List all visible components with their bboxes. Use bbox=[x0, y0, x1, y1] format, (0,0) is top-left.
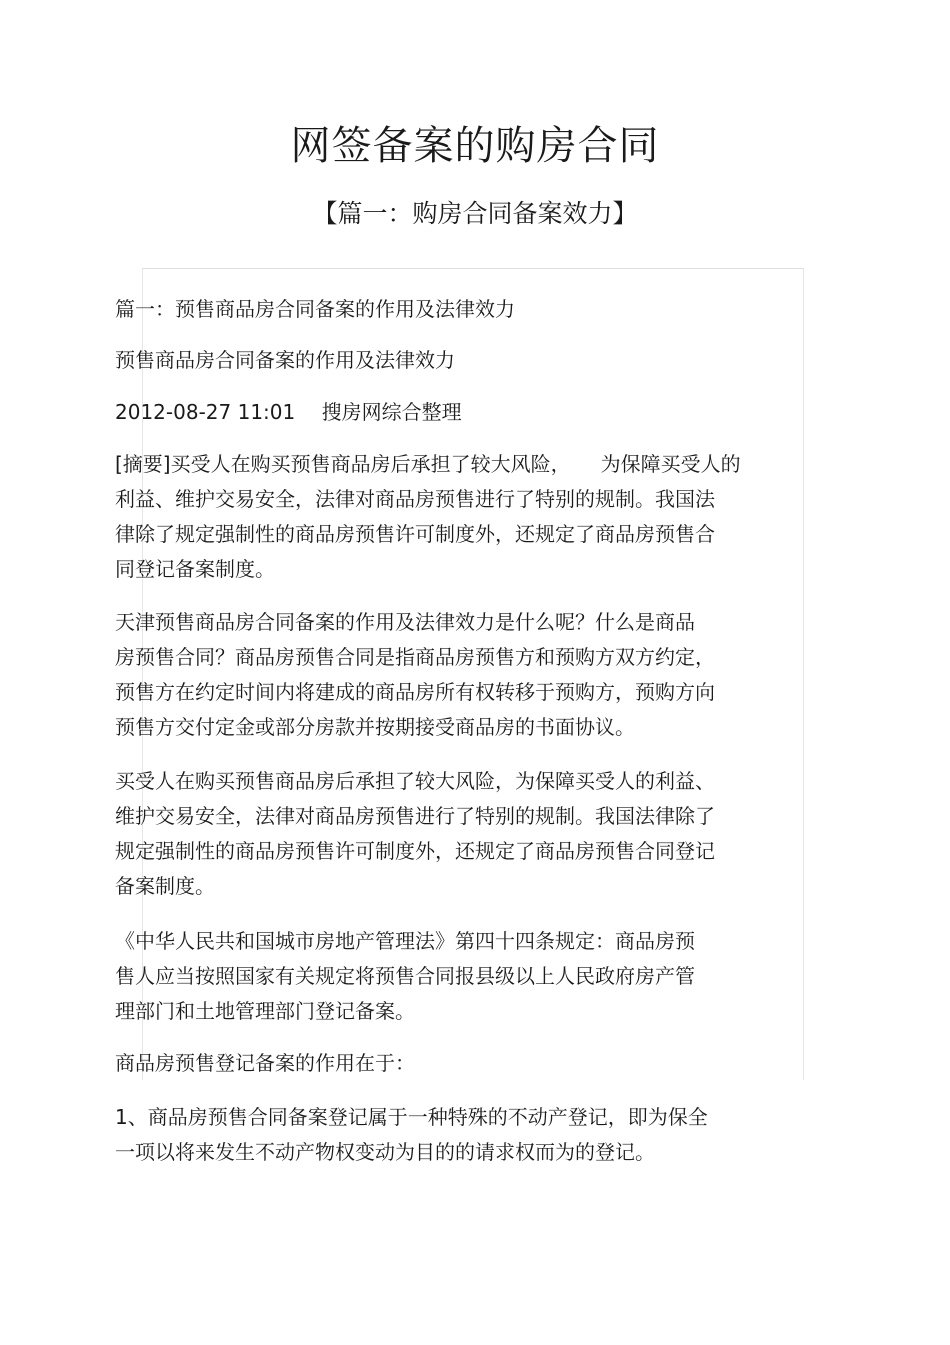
text-line: 同登记备案制度。 bbox=[115, 557, 275, 581]
document-title: 网签备案的购房合同 bbox=[290, 123, 660, 169]
paragraph-article-title bbox=[115, 343, 827, 378]
text-line: 篇一：预售商品房合同备案的作用及法律效力 bbox=[115, 297, 515, 321]
text-line: 规定强制性的商品房预售许可制度外，还规定了商品房预售合同登记 bbox=[115, 839, 715, 863]
text-line: 维护交易安全，法律对商品房预售进行了特别的规制。我国法律除了 bbox=[115, 804, 715, 828]
text-line: 律除了规定强制性的商品房预售许可制度外，还规定了商品房预售合 bbox=[115, 522, 715, 546]
paragraph-law-article bbox=[115, 924, 827, 1029]
paragraph-risk bbox=[115, 764, 827, 904]
text-line: 2012-08-27 11:01 搜房网综合整理 bbox=[115, 400, 462, 424]
text-line: 《中华人民共和国城市房地产管理法》第四十四条规定：商品房预 bbox=[115, 929, 695, 953]
text-line: 理部门和土地管理部门登记备案。 bbox=[115, 999, 415, 1023]
document-subtitle: 【篇一：购房合同备案效力】 bbox=[312, 199, 638, 228]
paragraph-abstract bbox=[115, 447, 827, 587]
paragraph-definition bbox=[115, 605, 827, 745]
paragraph-section-heading bbox=[115, 292, 827, 327]
text-line: 天津预售商品房合同备案的作用及法律效力是什么呢？什么是商品 bbox=[115, 610, 695, 634]
text-line: 商品房预售登记备案的作用在于： bbox=[115, 1051, 415, 1075]
text-line: 利益、维护交易安全，法律对商品房预售进行了特别的规制。我国法 bbox=[115, 487, 715, 511]
text-line: 预售商品房合同备案的作用及法律效力 bbox=[115, 348, 455, 372]
text-line: 售人应当按照国家有关规定将预售合同报县级以上人民政府房产管 bbox=[115, 964, 695, 988]
text-line: 1、商品房预售合同备案登记属于一种特殊的不动产登记，即为保全 bbox=[115, 1105, 708, 1129]
paragraph-point-1 bbox=[115, 1100, 827, 1170]
text-line: 一项以将来发生不动产物权变动为目的的请求权而为的登记。 bbox=[115, 1140, 655, 1164]
paragraph-date-source bbox=[115, 395, 827, 430]
text-line: 备案制度。 bbox=[115, 874, 215, 898]
text-line: 预售方在约定时间内将建成的商品房所有权转移于预购方，预购方向 bbox=[115, 680, 715, 704]
text-line: 预售方交付定金或部分房款并按期接受商品房的书面协议。 bbox=[115, 715, 635, 739]
text-line: 房预售合同？商品房预售合同是指商品房预售方和预购方双方约定， bbox=[115, 645, 715, 669]
text-line: [摘要]买受人在购买预售商品房后承担了较大风险， 为保障买受人的 bbox=[115, 452, 741, 476]
paragraph-function-intro bbox=[115, 1046, 827, 1081]
text-line: 买受人在购买预售商品房后承担了较大风险，为保障买受人的利益、 bbox=[115, 769, 715, 793]
